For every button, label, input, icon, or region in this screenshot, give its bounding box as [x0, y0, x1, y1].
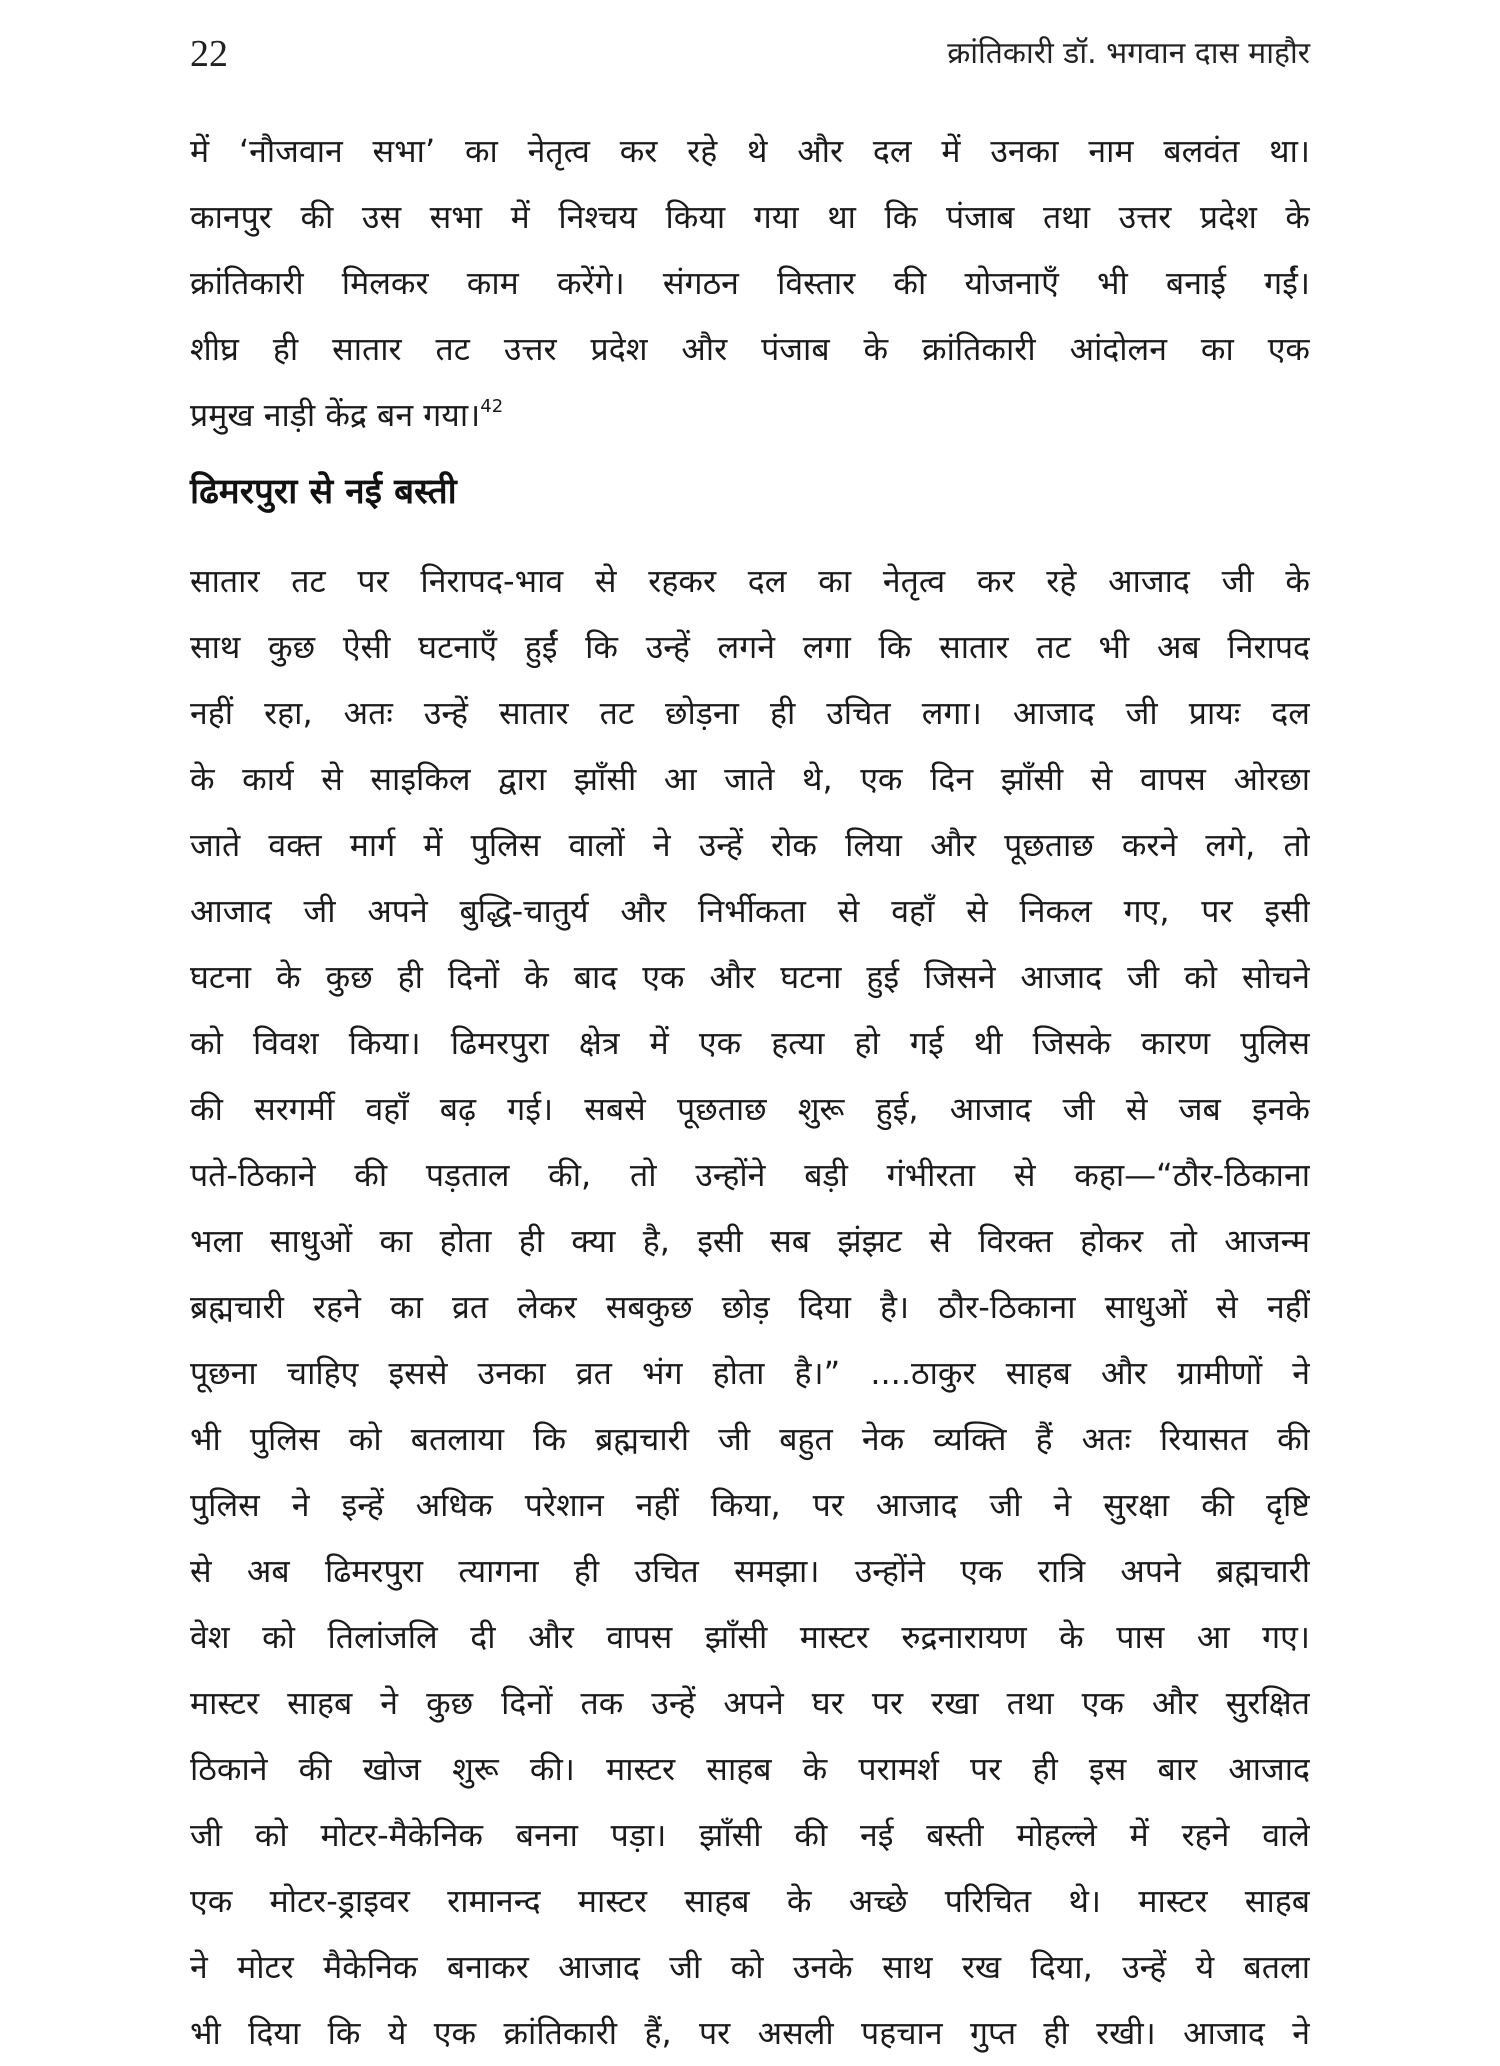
text-line-last: [190, 382, 1310, 448]
text-line: कानपुर की उस सभा में निश्चय किया गया था कि पंजाब तथा उत्तर प्रदेश के: [190, 198, 1310, 236]
page-header: [190, 30, 1310, 90]
text-line: जी को मोटर-मैकेनिक बनना पड़ा। झाँसी की नई बस्ती मोहल्ले में रहने वाले: [190, 1816, 1310, 1854]
text-line: भला साधुओं का होता ही क्या है, इसी सब झंझट से विरक्त होकर तो आजन्म: [190, 1222, 1310, 1260]
text-line: शीघ्र ही सातार तट उत्तर प्रदेश और पंजाब के क्रांतिकारी आंदोलन का एक: [190, 330, 1310, 368]
text-line: में ‘नौजवान सभा’ का नेतृत्व कर रहे थे और दल में उनका नाम बलवंत था।: [190, 132, 1310, 170]
text-line: पुलिस ने इन्हें अधिक परेशान नहीं किया, पर आजाद जी ने सुरक्षा की दृष्टि: [190, 1486, 1310, 1524]
intro-paragraph: [190, 118, 1310, 448]
text-line: क्रांतिकारी मिलकर काम करेंगे। संगठन विस्तार की योजनाएँ भी बनाई गईं।: [190, 264, 1310, 302]
text-line: जाते वक्त मार्ग में पुलिस वालों ने उन्हें रोक लिया और पूछताछ करने लगे, तो: [190, 826, 1310, 864]
text-line: साथ कुछ ऐसी घटनाएँ हुईं कि उन्हें लगने लगा कि सातार तट भी अब निरापद: [190, 628, 1310, 666]
text-line: ठिकाने की खोज शुरू की। मास्टर साहब के परामर्श पर ही इस बार आजाद: [190, 1750, 1310, 1788]
text-line: घटना के कुछ ही दिनों के बाद एक और घटना हुई जिसने आजाद जी को सोचने: [190, 958, 1310, 996]
text-line: भी पुलिस को बतलाया कि ब्रह्मचारी जी बहुत नेक व्यक्ति हैं अतः रियासत की: [190, 1420, 1310, 1458]
text-line: सातार तट पर निरापद-भाव से रहकर दल का नेतृत्व कर रहे आजाद जी के: [190, 562, 1310, 600]
text-line: मास्टर साहब ने कुछ दिनों तक उन्हें अपने घर पर रखा तथा एक और सुरक्षित: [190, 1684, 1310, 1722]
text-line: की सरगर्मी वहाँ बढ़ गई। सबसे पूछताछ शुरू हुई, आजाद जी से जब इनके: [190, 1090, 1310, 1128]
text-line: भी दिया कि ये एक क्रांतिकारी हैं, पर असली पहचान गुप्त ही रखी। आजाद ने: [190, 2014, 1310, 2052]
text-line: पूछना चाहिए इससे उनका व्रत भंग होता है।” ....ठाकुर साहब और ग्रामीणों ने: [190, 1354, 1310, 1392]
section-heading: ढिमरपुरा से नई बस्ती: [190, 472, 457, 512]
text-line: एक मोटर-ड्राइवर रामानन्द मास्टर साहब के अच्छे परिचित थे। मास्टर साहब: [190, 1882, 1310, 1920]
page-number: 22: [190, 33, 228, 75]
text-line: को विवश किया। ढिमरपुरा क्षेत्र में एक हत्या हो गई थी जिसके कारण पुलिस: [190, 1024, 1310, 1062]
intro-last-line-text: प्रमुख नाड़ी केंद्र बन गया।: [190, 396, 481, 434]
text-line: नहीं रहा, अतः उन्हें सातार तट छोड़ना ही उचित लगा। आजाद जी प्रायः दल: [190, 694, 1310, 732]
text-line: वेश को तिलांजलि दी और वापस झाँसी मास्टर रुद्रनारायण के पास आ गए।: [190, 1618, 1310, 1656]
text-line: ब्रह्मचारी रहने का व्रत लेकर सबकुछ छोड़ दिया है। ठौर-ठिकाना साधुओं से नहीं: [190, 1288, 1310, 1326]
body-paragraph: [190, 548, 1310, 2066]
text-line: पते-ठिकाने की पड़ताल की, तो उन्होंने बड़ी गंभीरता से कहा—“ठौर-ठिकाना: [190, 1156, 1310, 1194]
text-line: से अब ढिमरपुरा त्यागना ही उचित समझा। उन्होंने एक रात्रि अपने ब्रह्मचारी: [190, 1552, 1310, 1590]
text-line: ने मोटर मैकेनिक बनाकर आजाद जी को उनके साथ रख दिया, उन्हें ये बतला: [190, 1948, 1310, 1986]
running-head: क्रांतिकारी डॉ. भगवान दास माहौर: [947, 36, 1310, 71]
footnote-marker: 42: [480, 396, 504, 417]
text-line: आजाद जी अपने बुद्धि-चातुर्य और निर्भीकता से वहाँ से निकल गए, पर इसी: [190, 892, 1310, 930]
text-line: के कार्य से साइकिल द्वारा झाँसी आ जाते थे, एक दिन झाँसी से वापस ओरछा: [190, 760, 1310, 798]
